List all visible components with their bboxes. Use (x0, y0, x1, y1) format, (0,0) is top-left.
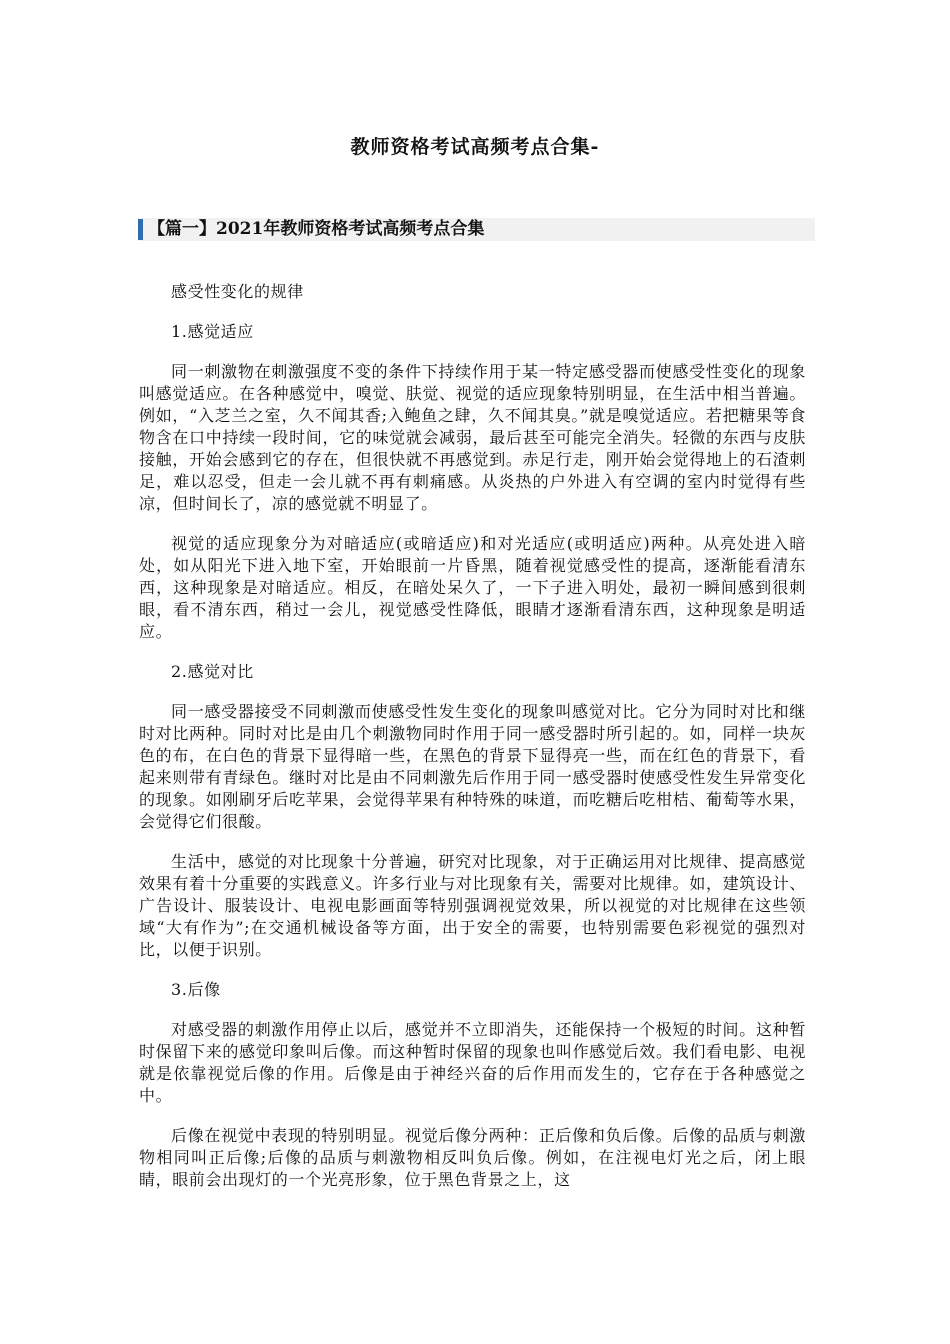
section-heading: 【篇一】2021年教师资格考试高频考点合集 (148, 219, 485, 239)
paragraph: 视觉的适应现象分为对暗适应(或暗适应)和对光适应(或明适应)两种。从亮处进入暗处，如从阳光下进入地下室，开始眼前一片昏黑，随着视觉感受性的提高，逐渐能看清东西，这种现象是对暗适应。相反，在暗处呆久了，一下子进入明处，最初一瞬间感到很刺眼，看不清东西，稍过一会儿，视觉感受性降低，眼睛才逐渐看清东西，这种现象是明适应。 (139, 534, 806, 641)
subheading-sensory-contrast: 2.感觉对比 (171, 662, 254, 681)
paragraph: 对感受器的刺激作用停止以后，感觉并不立即消失，还能保持一个极短的时间。这种暂时保留下来的感觉印象叫后像。而这种暂时保留的现象也叫作感觉后效。我们看电影、电视就是依靠视觉后像的作用。后像是由于神经兴奋的后作用而发生的，它存在于各种感觉之中。 (139, 1020, 806, 1105)
section-header-bar (138, 218, 815, 241)
subheading-sensitivity-rules: 感受性变化的规律 (171, 282, 304, 301)
paragraph: 后像在视觉中表现的特别明显。视觉后像分两种：正后像和负后像。后像的品质与刺激物相同叫正后像;后像的品质与刺激物相反叫负后像。例如，在注视电灯光之后，闭上眼睛，眼前会出现灯的一个光亮形象，位于黑色背景之上，这 (139, 1126, 806, 1189)
paragraph: 同一刺激物在刺激强度不变的条件下持续作用于某一特定感受器而使感受性变化的现象叫感觉适应。在各种感觉中，嗅觉、肤觉、视觉的适应现象特别明显，在生活中相当普遍。例如，“入芝兰之室，久不闻其香;入鲍鱼之肆，久不闻其臭。”就是嗅觉适应。若把糖果等食物含在口中持续一段时间，它的味觉就会减弱，最后甚至可能完全消失。轻微的东西与皮肤接触，开始会感到它的存在，但很快就不再感觉到。赤足行走，刚开始会觉得地上的石渣刺足，难以忍受，但走一会儿就不再有刺痛感。从炎热的户外进入有空调的室内时觉得有些凉，但时间长了，凉的感觉就不明显了。 (139, 362, 806, 513)
section-marker (138, 219, 143, 240)
subheading-afterimage: 3.后像 (171, 980, 221, 999)
document-title: 教师资格考试高频考点合集- (350, 136, 600, 158)
document-body (139, 281, 806, 1209)
subheading-sensory-adaptation: 1.感觉适应 (171, 322, 254, 341)
paragraph: 同一感受器接受不同刺激而使感受性发生变化的现象叫感觉对比。它分为同时对比和继时对比两种。同时对比是由几个刺激物同时作用于同一感受器时所引起的。如，同样一块灰色的布，在白色的背景下显得暗一些，在黑色的背景下显得亮一些，而在红色的背景下，看起来则带有青绿色。继时对比是由不同刺激先后作用于同一感受器时使感受性发生异常变化的现象。如刚刷牙后吃苹果，会觉得苹果有种特殊的味道，而吃糖后吃柑桔、葡萄等水果，会觉得它们很酸。 (139, 702, 806, 831)
paragraph: 生活中，感觉的对比现象十分普遍，研究对比现象，对于正确运用对比规律、提高感觉效果有着十分重要的实践意义。许多行业与对比现象有关，需要对比规律。如，建筑设计、广告设计、服装设计、电视电影画面等特别强调视觉效果，所以视觉的对比规律在这些领域“大有作为”;在交通机械设备等方面，出于安全的需要，也特别需要色彩视觉的强烈对比，以便于识别。 (139, 852, 806, 959)
